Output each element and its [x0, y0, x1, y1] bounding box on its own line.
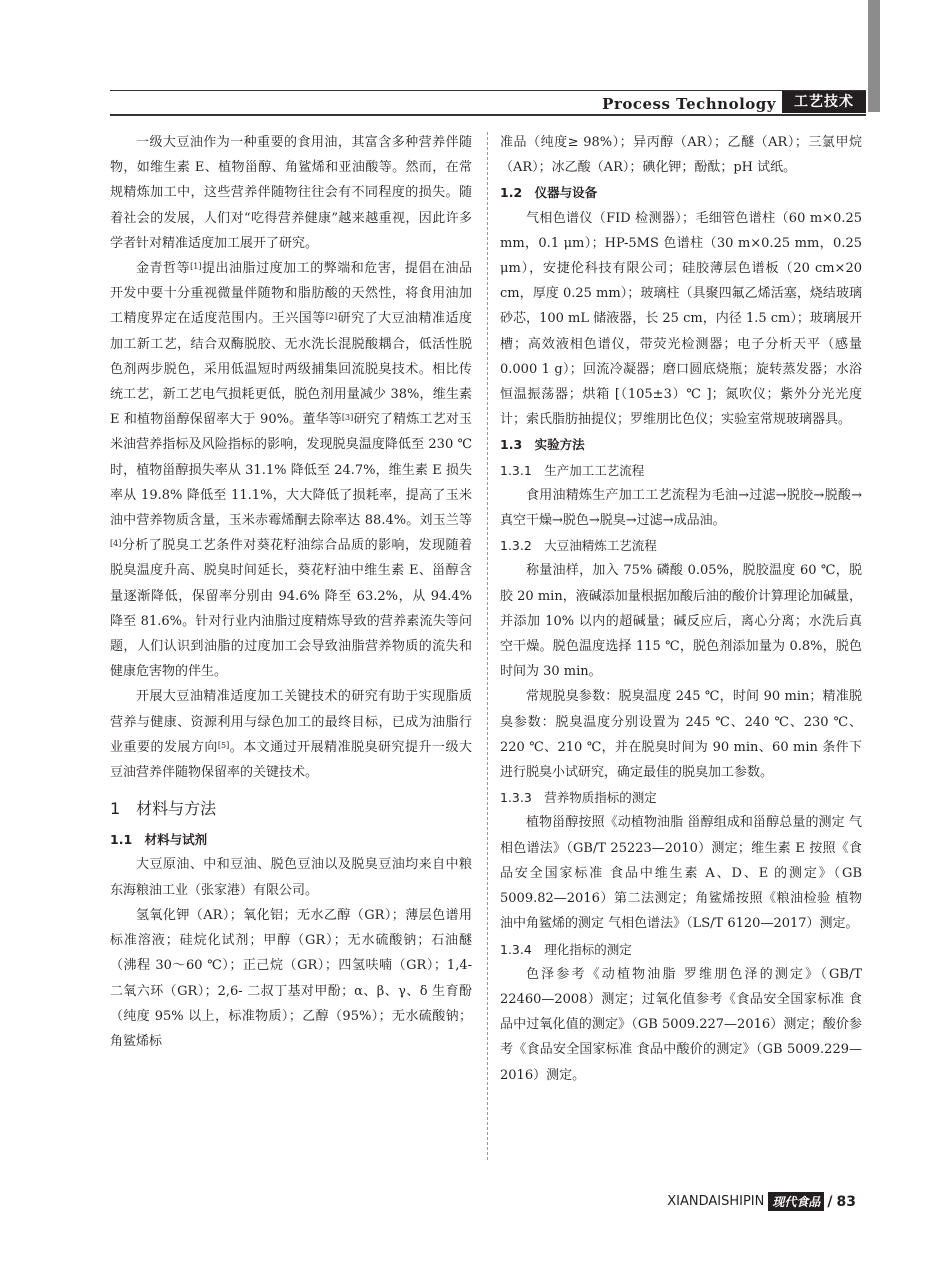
journal-name-en: XIANDAISHIPIN: [667, 1194, 765, 1209]
subsubsection-heading-nutrients: 1.3.3 营养物质指标的测定: [500, 790, 657, 806]
page-footer: [667, 1192, 856, 1211]
subsection-heading-materials: 1.1 材料与试剂: [110, 832, 208, 848]
paragraph-literature: 金青哲等[1]提出油脂过度加工的弊端和危害，提倡在油品开发中要十分重视微量伴随物和脂肪酸的天然性，将食用油加工精度界定在适度范围内。王兴国等[2]研究了大豆油精准适度加工新工艺，结合双酶脱胶、无水洗长混脱酸耦合，低活性脱色剂两步脱色，采用低温短时两级捕集回流脱臭技术。相比传统工艺，新工艺电气损耗更低，脱色剂用量减少 38%，维生素 E 和植物甾醇保留率大于 90%。董华等[3]研究了精炼工艺对玉米油营养指标及风险指标的影响，发现脱臭温度降低至 230 ℃时，植物甾醇损失率从 31.1% 降低至 24.7%，维生素 E 损失率从 19.8% 降低至 11.1%，大大降低了损耗率，提高了玉米油中营养物质含量，玉米赤霉烯酮去除率达 88.4%。刘玉兰等[4]分析了脱臭工艺条件对葵花籽油综合品质的影响，发现随着脱臭温度升高、脱臭时间延长，葵花籽油中维生素 E、甾醇含量逐渐降低，保留率分别由 94.6% 降至 63.2%，从 94.4% 降至 81.6%。针对行业内油脂过度精炼导致的营养素流失等问题，人们认识到油脂的过度加工会导致油脂营养物质的流失和健康危害物的伴生。: [110, 261, 472, 680]
citation-ref: [2]: [325, 312, 338, 322]
paragraph-objective: 开展大豆油精准适度加工关键技术的研究有助于实现脂质营养与健康、资源利用与绿色加工的最终目标，已成为油脂行业重要的发展方向[5]。本文通过开展精准脱臭研究提升一级大豆油营养伴随物保留率的关键技术。: [110, 689, 472, 781]
paragraph-deodorization: 常规脱臭参数：脱臭温度 245 ℃，时间 90 min；精准脱臭参数：脱臭温度分别设置为 245 ℃、240 ℃、230 ℃、220 ℃、210 ℃，并在脱臭时间为 90 min、60 min 条件下进行脱臭小试研究，确定最佳的脱臭加工参数。: [500, 689, 862, 781]
paragraph-process-flow: 食用油精炼生产加工工艺流程为毛油→过滤→脱胶→脱酸→真空干燥→脱色→脱臭→过滤→成品油。: [500, 487, 862, 529]
citation-ref: [3]: [341, 413, 354, 423]
paragraph-reagents-cont: 准品（纯度≥ 98%）；异丙醇（AR）；乙醚（AR）；三氯甲烷（AR）；冰乙酸（AR）；碘化钾；酚酞；pH 试纸。: [500, 135, 862, 176]
section-title-en: Process Technology: [602, 95, 776, 113]
citation-ref: [4]: [110, 539, 122, 549]
paragraph-refining: 称量油样，加入 75% 磷酸 0.05%，脱胶温度 60 ℃，脱胶 20 min，液碱添加量根据加酸后油的酸价计算理论加碱量，并添加 10% 以内的超碱量；碱反应后，离心分离；水洗后真空干燥。脱色温度选择 115 ℃，脱色剂添加量为 0.8%，脱色时间为 30 min。: [500, 563, 862, 680]
paragraph-nutrients: 植物甾醇按照《动植物油脂 甾醇组成和甾醇总量的测定 气相色谱法》（GB/T 25223—2010）测定；维生素 E 按照《食品安全国家标准 食品中维生素 A、D、E 的测定》（GB 5009.82—2016）第二法测定；角鲨烯按照《粮油检验 植物油中角鲨烯的测定 气相色谱法》（LS/T 6120—2017）测定。: [500, 815, 862, 932]
subsection-heading-instruments: 1.2 仪器与设备: [500, 185, 598, 201]
subsubsection-heading-process: 1.3.1 生产加工工艺流程: [500, 462, 645, 478]
page-separator: /: [827, 1193, 833, 1210]
right-column: [500, 130, 862, 1088]
journal-name-cn: 现代食品: [768, 1192, 824, 1211]
header-rule-bottom: [110, 114, 866, 116]
paragraph-oil-source: 大豆原油、中和豆油、脱色豆油以及脱臭豆油均来自中粮东海粮油工业（张家港）有限公司。: [110, 857, 472, 898]
side-tab-bar: [868, 0, 880, 112]
section-title-cn: 工艺技术: [782, 91, 866, 113]
header-rule: [110, 90, 866, 91]
subsubsection-heading-physchem: 1.3.4 理化指标的测定: [500, 941, 632, 957]
section-heading-materials-methods: 1 材料与方法: [110, 799, 217, 819]
subsubsection-heading-refining: 1.3.2 大豆油精炼工艺流程: [500, 538, 657, 554]
paragraph-intro: 一级大豆油作为一种重要的食用油，其富含多种营养伴随物，如维生素 E、植物甾醇、角鲨烯和亚油酸等。然而，在常规精炼加工中，这些营养伴随物往往会有不同程度的损失。随着社会的发展，人们对“吃得营养健康”越来越重视，因此许多学者针对精准适度加工展开了研究。: [110, 135, 472, 251]
subsection-heading-methods: 1.3 实验方法: [500, 437, 585, 453]
page-number: 83: [836, 1193, 856, 1210]
left-column: [110, 130, 472, 1054]
citation-ref: [1]: [190, 262, 202, 272]
paragraph-instruments: 气相色谱仪（FID 检测器）；毛细管色谱柱（60 m×0.25 mm，0.1 μm）；HP-5MS 色谱柱（30 m×0.25 mm，0.25 μm），安捷伦科技有限公司；硅胶薄层色谱板（20 cm×20 cm，厚度 0.25 mm）；玻璃柱（具聚四氟乙烯活塞，烧结玻璃砂芯，100 mL 储液器，长 25 cm，内径 1.5 cm）；玻璃展开槽；高效液相色谱仪，带荧光检测器；电子分析天平（感量 0.000 1 g）；回流冷凝器；磨口圆底烧瓶；旋转蒸发器；水浴恒温振荡器；烘箱 [（105±3）℃ ]；氮吹仪；紫外分光光度计；索氏脂肪抽提仪；罗维朋比色仪；实验室常规玻璃器具。: [500, 210, 862, 428]
column-divider: [487, 132, 488, 1160]
paragraph-physchem: 色泽参考《动植物油脂 罗维朋色泽的测定》（GB/T 22460—2008）测定；过氧化值参考《食品安全国家标准 食品中过氧化值的测定》（GB 5009.227—2016）测定；酸价参考《食品安全国家标准 食品中酸价的测定》（GB 5009.229—2016）测定。: [500, 966, 862, 1083]
citation-ref: [5]: [217, 740, 230, 750]
paragraph-reagents: 氢氧化钾（AR）；氧化铝；无水乙醇（GR）；薄层色谱用标准溶液；硅烷化试剂；甲醇（GR）；无水硫酸钠；石油醚（沸程 30～60 ℃）；正己烷（GR）；四氢呋喃（GR）；1,4- 二氧六环（GR）；2,6- 二叔丁基对甲酚；α、β、γ、δ 生育酚（纯度 95% 以上，标准物质）；乙醇（95%）；无水硫酸钠；角鲨烯标: [110, 907, 472, 1049]
